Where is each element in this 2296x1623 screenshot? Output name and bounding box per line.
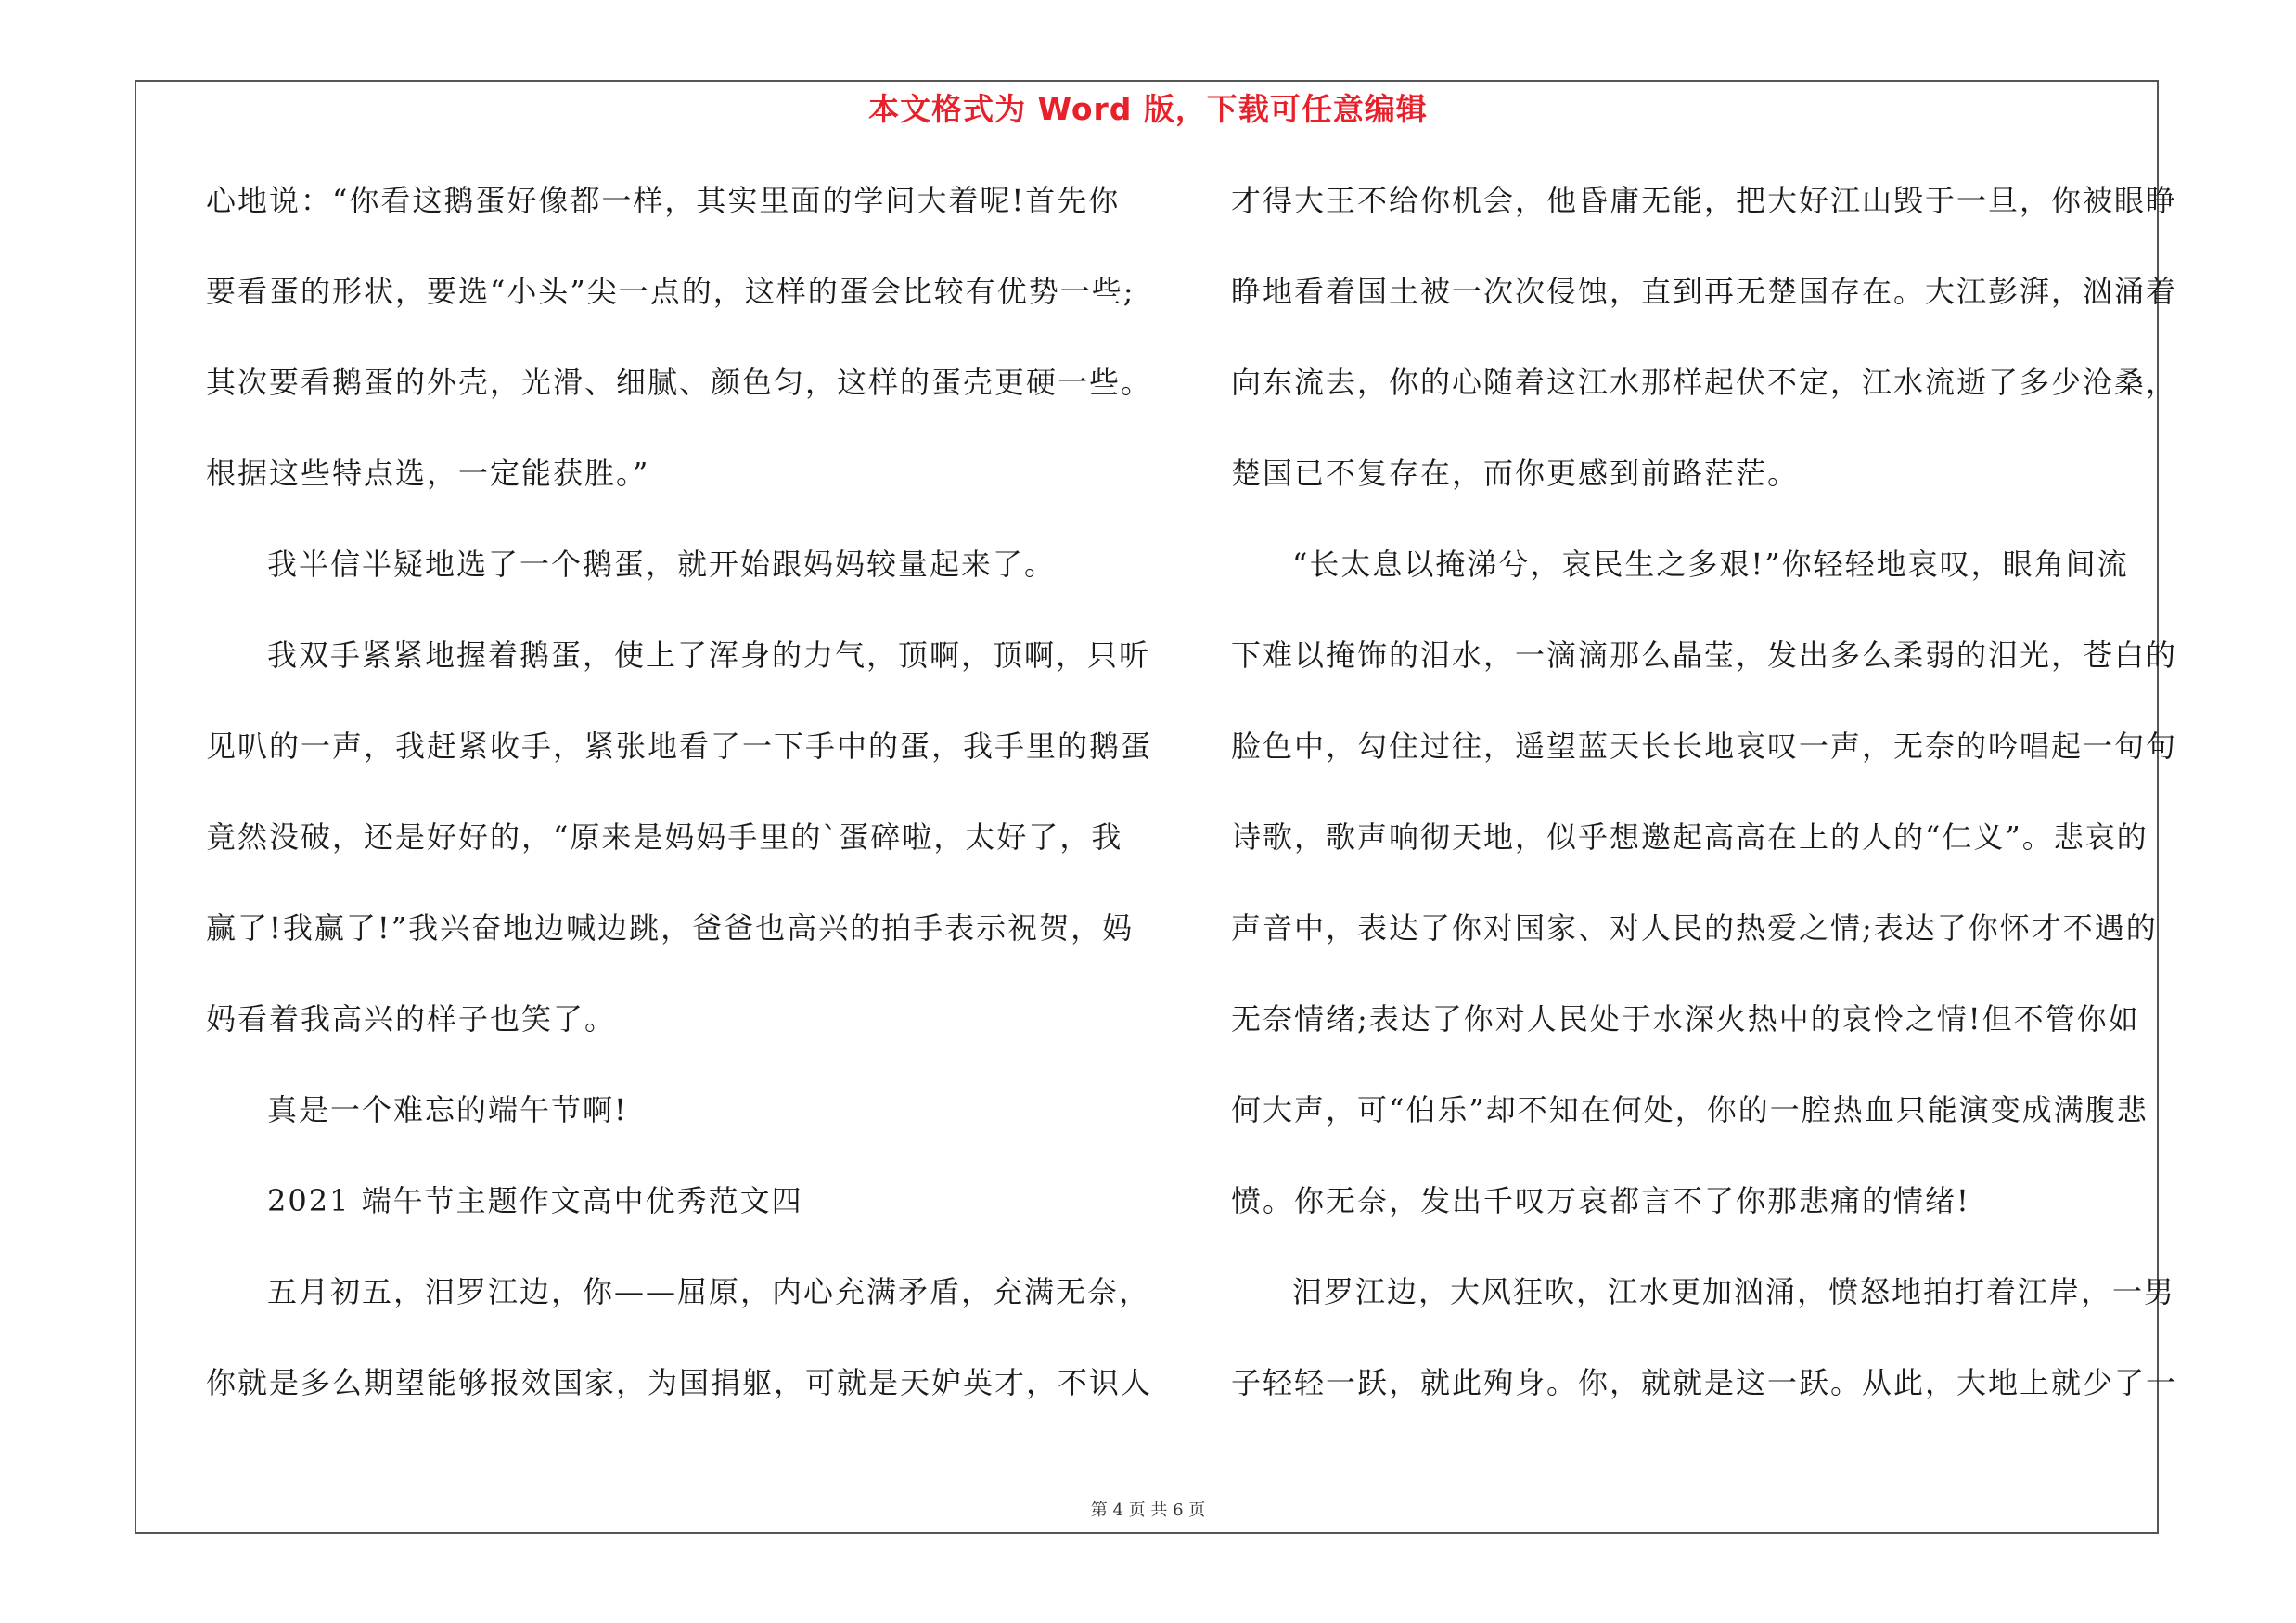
page-number-footer: 第 4 页 共 6 页 <box>1090 1501 1206 1520</box>
text-line: 声音中，表达了你对国家、对人民的热爱之情;表达了你怀才不遇的 <box>1231 910 2158 946</box>
text-line: 诗歌，歌声响彻天地，似乎想邀起高高在上的人的“仁义”。悲哀的 <box>1231 819 2148 855</box>
text-line: 楚国已不复存在，而你更感到前路茫茫。 <box>1231 456 1800 491</box>
text-line: 根据这些特点选，一定能获胜。” <box>206 456 650 491</box>
text-line: 无奈情绪;表达了你对人民处于水深火热中的哀怜之情!但不管你如 <box>1231 1001 2140 1037</box>
text-line: 真是一个难忘的端午节啊! <box>267 1092 628 1127</box>
text-line: 你就是多么期望能够报效国家，为国捐躯，可就是天妒英才，不识人 <box>206 1365 1153 1400</box>
right-column <box>1231 182 2178 1455</box>
word-format-banner: 本文格式为 Word 版，下载可任意编辑 <box>868 91 1428 127</box>
text-line: 其次要看鹅蛋的外壳，光滑、细腻、颜色匀，这样的蛋壳更硬一些。 <box>206 365 1153 400</box>
text-line: 何大声，可“伯乐”却不知在何处，你的一腔热血只能演变成满腹悲 <box>1231 1092 2148 1127</box>
text-line: 见叭的一声，我赶紧收手，紧张地看了一下手中的蛋，我手里的鹅蛋 <box>206 728 1153 764</box>
text-line: 竟然没破，还是好好的，“原来是妈妈手里的`蛋碎啦，太好了，我 <box>206 819 1123 855</box>
text-line: 心地说：“你看这鹅蛋好像都一样，其实里面的学问大着呢!首先你 <box>206 183 1121 218</box>
section-heading: 2021 端午节主题作文高中优秀范文四 <box>267 1183 803 1218</box>
text-line: 五月初五，汨罗江边，你——屈原，内心充满矛盾，充满无奈， <box>267 1274 1151 1309</box>
text-line: 愤。你无奈，发出千叹万哀都言不了你那悲痛的情绪! <box>1231 1183 1970 1218</box>
text-line: 下难以掩饰的泪水，一滴滴那么晶莹，发出多么柔弱的泪光，苍白的 <box>1231 638 2178 673</box>
text-line: 子轻轻一跃，就此殉身。你，就就是这一跃。从此，大地上就少了一 <box>1231 1365 2178 1400</box>
text-line: 要看蛋的形状，要选“小头”尖一点的，这样的蛋会比较有优势一些; <box>206 274 1135 309</box>
text-line: 才得大王不给你机会，他昏庸无能，把大好江山毁于一旦，你被眼睁 <box>1231 183 2178 218</box>
text-line: 睁地看着国土被一次次侵蚀，直到再无楚国存在。大江彭湃，汹涌着 <box>1231 274 2178 309</box>
text-line: 我双手紧紧地握着鹅蛋，使上了浑身的力气，顶啊，顶啊，只听 <box>267 638 1151 673</box>
text-line: 向东流去，你的心随着这江水那样起伏不定，江水流逝了多少沧桑， <box>1231 365 2178 400</box>
text-line: 汨罗江边，大风狂吹，江水更加汹涌，愤怒地拍打着江岸，一男 <box>1292 1274 2176 1309</box>
text-line: 赢了!我赢了!”我兴奋地边喊边跳，爸爸也高兴的拍手表示祝贺，妈 <box>206 910 1135 946</box>
text-line: 脸色中，勾住过往，遥望蓝天长长地哀叹一声，无奈的吟唱起一句句 <box>1231 728 2178 764</box>
text-line: 我半信半疑地选了一个鹅蛋，就开始跟妈妈较量起来了。 <box>267 547 1057 582</box>
text-line: “长太息以掩涕兮，哀民生之多艰!”你轻轻地哀叹，眼角间流 <box>1292 547 2129 582</box>
left-column <box>206 182 1171 1455</box>
text-line: 妈看着我高兴的样子也笑了。 <box>206 1001 617 1037</box>
